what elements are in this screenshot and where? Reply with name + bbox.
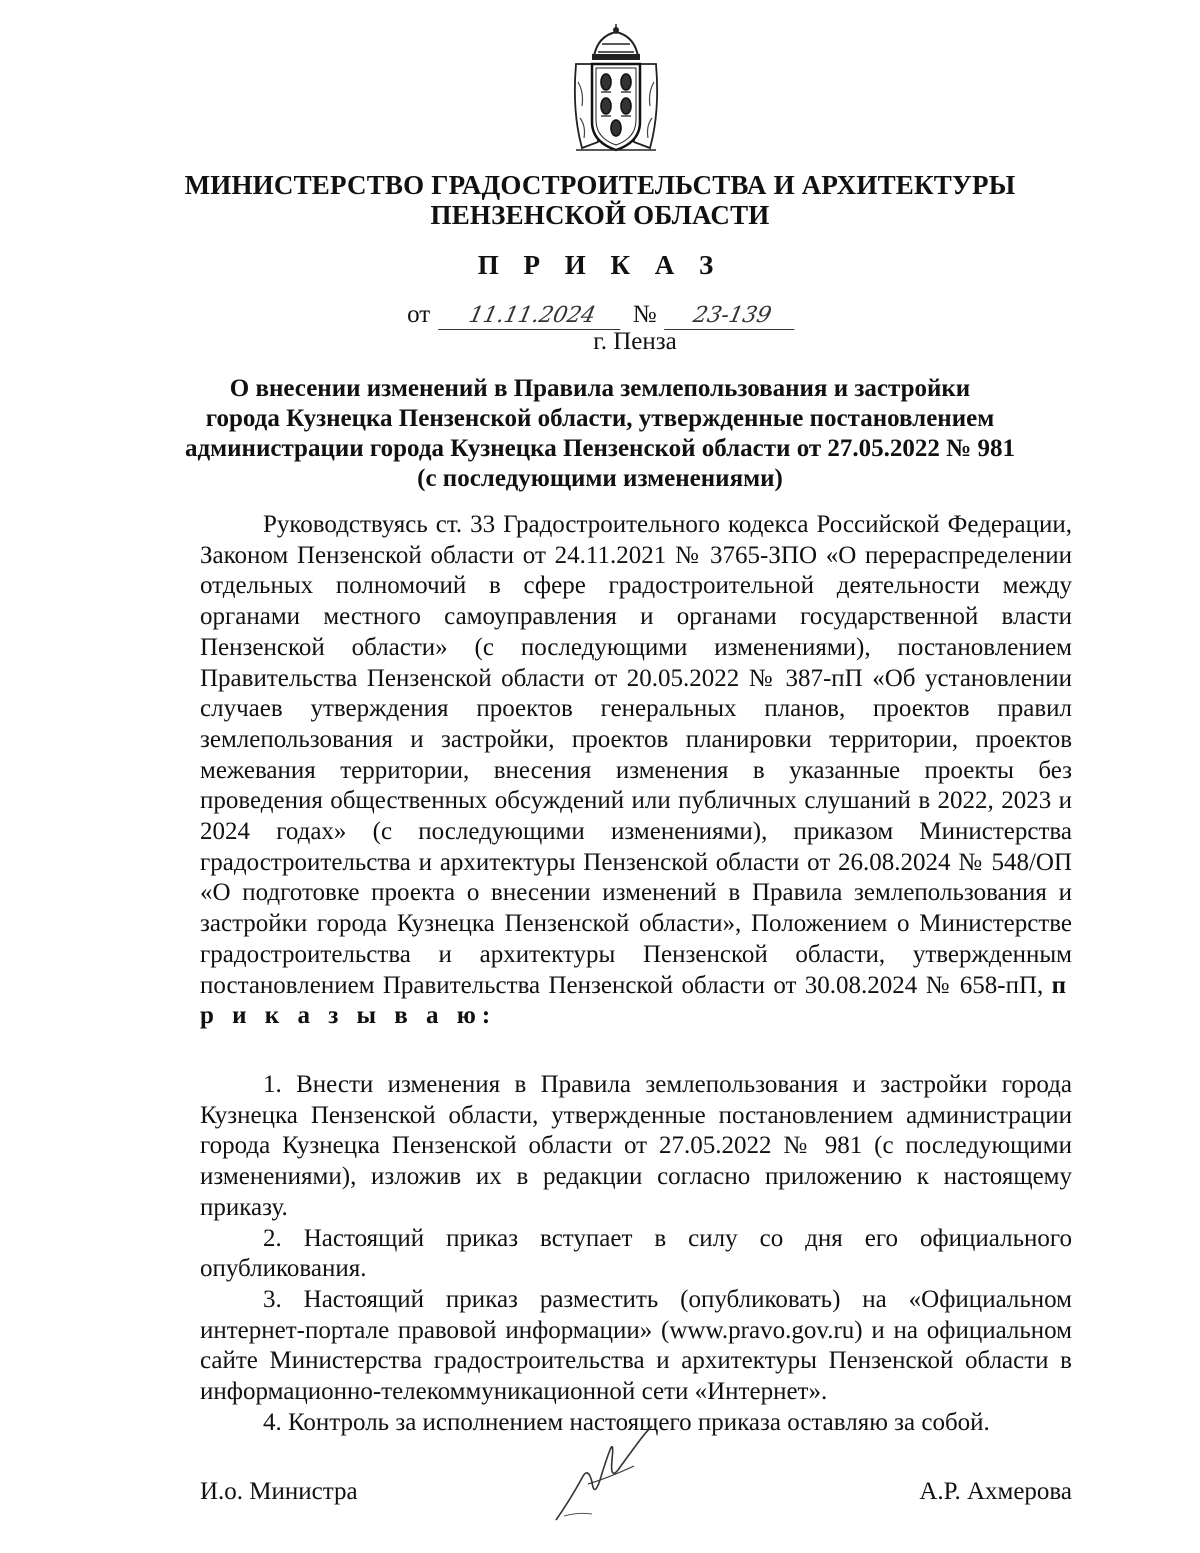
preamble [200, 510, 1072, 1032]
decree-word: п р и к а з ы в а ю: [200, 971, 1073, 1030]
city-label: г. Пенза [593, 328, 677, 355]
signer-role: И.о. Министра [200, 1478, 358, 1505]
number-label: № [632, 301, 657, 328]
order-item: 3. Настоящий приказ разместить (опубликовать) на «Официальном интернет-портале правовой информации» (www.pravo.gov.ru) и на официальном сайте Министерства градостроительства и архитектуры Пензенской области в информационно-телекоммуникационной сети «Интернет». [200, 1285, 1072, 1406]
order-item: 4. Контроль за исполнением настоящего приказа оставляю за собой. [263, 1408, 990, 1436]
order-meta [0, 300, 1200, 330]
order-items [200, 1070, 1072, 1438]
ministry-line-2: ПЕНЗЕНСКОЙ ОБЛАСТИ [430, 200, 770, 230]
signer-name: А.Р. Ахмерова [919, 1478, 1072, 1505]
ministry-heading [0, 170, 1200, 230]
from-label: от [407, 301, 431, 328]
coat-of-arms-icon [568, 22, 664, 158]
subject-line-3: администрации города Кузнецка Пензенской области от 27.05.2022 № 981 [184, 435, 1016, 462]
ministry-line-1: МИНИСТЕРСТВО ГРАДОСТРОИТЕЛЬСТВА И АРХИТЕКТУРЫ [184, 170, 1016, 200]
order-number: 23-139 [664, 303, 800, 330]
signature-block [200, 1478, 1072, 1518]
order-item: 1. Внести изменения в Правила землепользования и застройки города Кузнецка Пензенской области, утвержденные постановлением администрации города Кузнецка Пензенской области от 27.05.2022 № 981 (с последующими изменениями), изложив их в редакции согласно приложению к настоящему приказу. [200, 1071, 1072, 1221]
subject-line-2: города Кузнецка Пензенской области, утвержденные постановлением [205, 405, 995, 432]
order-title: П Р И К А З [477, 250, 723, 280]
subject-line-1: О внесении изменений в Правила землепользования и застройки [229, 375, 971, 402]
order-date: 11.11.2024 [438, 303, 626, 330]
order-item: 2. Настоящий приказ вступает в силу со дня его официального опубликования. [200, 1224, 1072, 1283]
preamble-text: Руководствуясь ст. 33 Градостроительного кодекса Российской Федерации, Законом Пензенской области от 24.11.2021 № 3765-ЗПО «О перераспределении отдельных полномочий в сфере градостроительной деятельности между органами местного самоуправления и органами государственной власти Пензенской области» (с последующими изменениями), постановлением Правительства Пензенской области от 20.05.2022 № 387-пП «Об установлении случаев утверждения проектов генеральных планов, проектов правил землепользования и застройки, проектов планировки территории, проектов межевания территории, внесения изменения в указанные проекты без проведения общественных обсуждений или публичных слушаний в 2022, 2023 и 2024 годах» (с последующими изменениями), приказом Министерства градостроительства и архитектуры Пензенской области от 26.08.2024 № 548/ОП «О подготовке проекта о внесении изменений в Правила землепользования и застройки города Кузнецка Пензенской области», Положением о Министерстве градостроительства и архитектуры Пензенской области, утвержденным постановлением Правительства Пензенской области от 30.08.2024 № 658-пП, [200, 511, 1072, 999]
subject-line-4: (с последующими изменениями) [417, 465, 783, 492]
order-subject [130, 374, 1070, 494]
